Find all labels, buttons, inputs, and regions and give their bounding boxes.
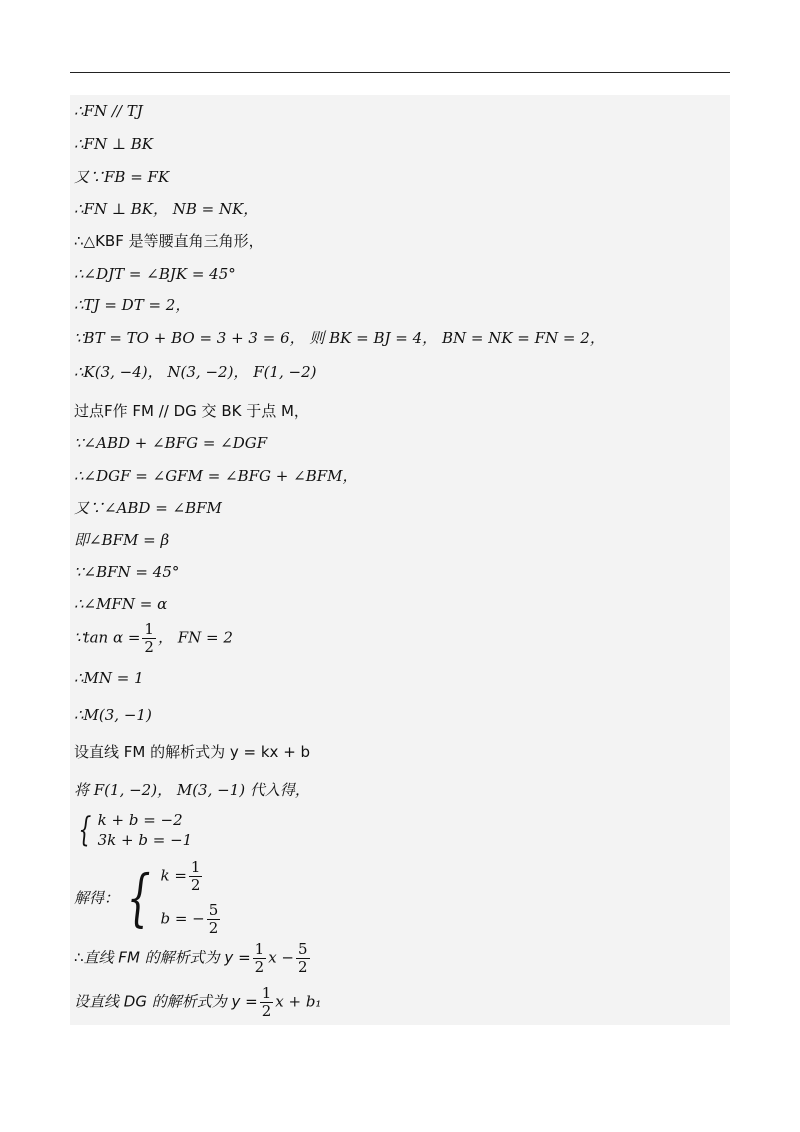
step-line-21: 将 F(1, −2)， M(3, −1) 代入得，: [74, 781, 310, 799]
equation-system-1: [74, 810, 192, 850]
step-line-6: ∴∠DJT = ∠BJK = 45°: [74, 265, 236, 283]
step-line-17: [74, 621, 233, 656]
step-line-5: ∴△KBF 是等腰直角三角形，: [74, 232, 264, 250]
step-line-24: ∴直线 FM 的解析式为 y = $\frac{1}{2}$ x − $\frac{5}{2}$: [74, 940, 308, 976]
step-line-11: ∵∠ABD + ∠BFG = ∠DGF: [74, 434, 268, 452]
solution-system: [74, 859, 222, 937]
step-line-13: 又∵∠ABD = ∠BFM: [74, 499, 222, 517]
step-line-16: ∴∠MFN = α: [74, 595, 168, 613]
step-line-10: 过点F作 FM // DG 交 BK 于点 M，: [74, 402, 309, 420]
step-line-1: ∴FN // TJ: [74, 102, 143, 120]
step-line-19: ∴M(3, −1): [74, 706, 152, 724]
tan-label: ∵tan α =: [74, 628, 141, 647]
step-line-25: 设直线 DG 的解析式为 y = $\frac{1}{2}$ x + b₁: [74, 984, 322, 1020]
fraction-five-halves: $\frac{5}{2}$: [208, 901, 219, 937]
system-row: b = − $\frac{5}{2}$: [160, 901, 219, 937]
step-line-20: 设直线 FM 的解析式为 y = kx + b: [74, 743, 311, 761]
step-line-14: 即∠BFM = β: [74, 531, 170, 549]
fraction-one-half: $\frac{1}{2}$: [254, 940, 265, 976]
step-line-2: ∴FN ⊥ BK: [74, 135, 153, 153]
system-row: k = $\frac{1}{2}$: [160, 858, 201, 894]
system-row: k + b = −2: [97, 811, 183, 829]
fraction-five-halves: $\frac{5}{2}$: [297, 940, 308, 976]
left-brace: {: [78, 810, 92, 850]
solve-label: 解得：: [74, 889, 120, 907]
fraction-one-half: $\frac{1}{2}$: [190, 858, 201, 894]
left-brace: {: [126, 861, 151, 934]
step-line-12: ∴∠DGF = ∠GFM = ∠BFG + ∠BFM，: [74, 467, 358, 485]
step-line-18: ∴MN = 1: [74, 669, 144, 687]
fraction-one-half: $\frac{1}{2}$: [144, 620, 154, 656]
step-line-15: ∵∠BFN = 45°: [74, 563, 180, 581]
solution-box: [70, 95, 730, 1025]
header-rule: [70, 72, 730, 73]
step-line-3: 又∵FB = FK: [74, 168, 170, 186]
fraction-one-half: $\frac{1}{2}$: [261, 984, 272, 1020]
fn-value: ， FN = 2: [157, 628, 233, 647]
step-line-4: ∴FN ⊥ BK， NB = NK，: [74, 200, 259, 218]
system-row: 3k + b = −1: [97, 831, 193, 849]
step-line-8: ∵BT = TO + BO = 3 + 3 = 6， 则 BK = BJ = 4， BN = NK = FN = 2，: [74, 329, 605, 347]
step-line-9: ∴K(3, −4)， N(3, −2)， F(1, −2): [74, 363, 317, 381]
step-line-7: ∴TJ = DT = 2，: [74, 296, 191, 314]
